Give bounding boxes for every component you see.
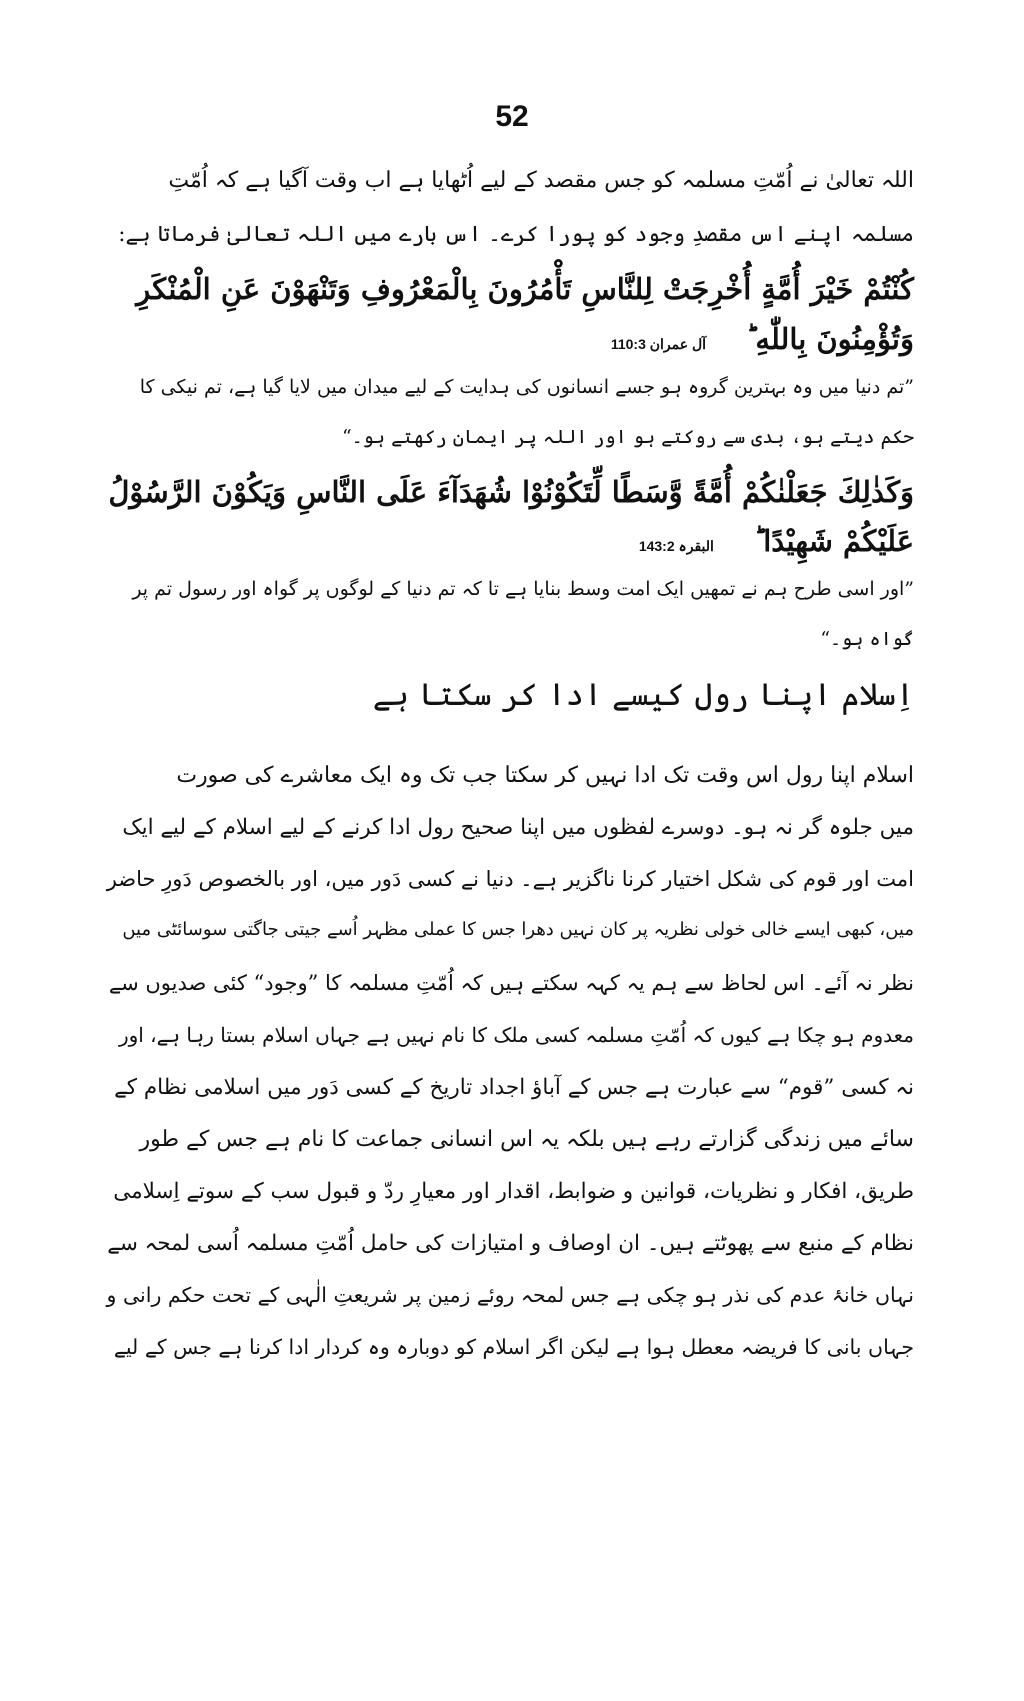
body-line: نہ کسی ”قوم“ سے عبارت ہے جس کے آباؤ اجداد تاریخ کے کسی دَور میں اسلامی نظام کے: [114, 1075, 914, 1100]
translation-line: ”اور اسی طرح ہم نے تمھیں ایک امت وسط بنایا ہے تا کہ تم دنیا کے لوگوں پر گواہ اور رسول تم پر: [132, 578, 914, 600]
body-line: نہاں خانۂ عدم کی نذر ہو چکی ہے جس لمحہ روئے زمین پر شریعتِ الٰہی کے تحت حکم رانی و: [106, 1283, 914, 1307]
body-line: سائے میں زندگی گزارتے رہے ہیں بلکہ یہ اس انسانی جماعت کا نام ہے جس کے طور: [139, 1127, 914, 1152]
body-line: اسلام اپنا رول اس وقت تک ادا نہیں کر سکتا جب تک وہ ایک معاشرے کی صورت: [176, 763, 914, 788]
section-heading: اِسلام اپنا رول کیسے ادا کر سکتا ہے: [372, 677, 914, 713]
verse-text: وَتُؤْمِنُونَ بِاللّٰهِ ؕ: [746, 322, 914, 356]
intro-line: مسلمہ اپنے اس مقصدِ وجود کو پورا کرے۔ اس بارے میں اللہ تعالیٰ فرماتا ہے:: [118, 222, 914, 247]
body-line: طریق، افکار و نظریات، قوانین و ضوابط، اقدار اور معیارِ ردّ و قبول سب کے سوتے اِسلامی: [113, 1179, 914, 1204]
verse-line: وَكَذٰلِكَ جَعَلْنٰكُمْ أُمَّةً وَّسَطًا لِّتَكُوْنُوْا شُهَدَآءَ عَلَى النَّاسِ وَيَكُوْنَ الرَّسُوْلُ: [108, 475, 914, 509]
body-line: معدوم ہو چکا ہے کیوں کہ اُمّتِ مسلمہ کسی ملک کا نام نہیں ہے جہاں اسلام بستا رہا ہے، اور: [118, 1023, 914, 1047]
intro-line: اللہ تعالیٰ نے اُمّتِ مسلمہ کو جس مقصد کے لیے اُٹھایا ہے اب وقت آگیا ہے کہ اُمّتِ: [168, 168, 914, 193]
verse-reference: آل عمران 110:3: [610, 336, 707, 352]
body-line: نظام کے منبع سے پھوٹتے ہیں۔ ان اوصاف و امتیازات کی حامل اُمّتِ مسلمہ اُسی لمحہ سے: [107, 1231, 914, 1256]
body-line: نظر نہ آئے۔ اس لحاظ سے ہم یہ کہہ سکتے ہیں کہ اُمّتِ مسلمہ کا ”وجود“ کئی صدیوں سے: [108, 971, 914, 995]
verse-line: كُنْتُمْ خَيْرَ أُمَّةٍ أُخْرِجَتْ لِلنَّاسِ تَأْمُرُونَ بِالْمَعْرُوفِ وَتَنْهَوْنَ عَنِ الْمُنْكَرِ: [136, 272, 914, 306]
page-number: 52: [495, 100, 529, 133]
body-line: میں، کبھی ایسے خالی خولی نظریہ پر کان نہیں دھرا جس کا عملی مظہر اُسے جیتی جاگتی سوسائٹی میں: [122, 919, 914, 940]
verse-reference: البقرہ 143:2: [638, 538, 714, 554]
translation-line: ”تم دنیا میں وہ بہترین گروہ ہو جسے انسانوں کی ہدایت کے لیے میدان میں لایا گیا ہے، تم نیکی کا: [139, 376, 914, 398]
body-line: جہاں بانی کا فریضہ معطل ہوا ہے لیکن اگر اسلام کو دوبارہ وہ کردار ادا کرنا ہے جس کے لیے: [113, 1335, 914, 1359]
translation-line: گواہ ہو۔“: [820, 628, 914, 650]
verse-text: عَلَيْكُمْ شَهِيْدًا ؕ: [754, 524, 914, 558]
verse-line: [105, 524, 914, 558]
body-line: میں جلوہ گر نہ ہو۔ دوسرے لفظوں میں اپنا صحیح رول ادا کرنے کے لیے اسلام کے لیے ایک: [122, 815, 914, 840]
verse-line: [105, 322, 914, 356]
body-line: امت اور قوم کی شکل اختیار کرنا ناگزیر ہے۔ دنیا نے کسی دَور میں، اور بالخصوص دَورِ حاضر: [106, 867, 914, 891]
translation-line: حکم دیتے ہو، بدی سے روکتے ہو اور اللہ پر ایمان رکھتے ہو۔“: [341, 426, 914, 448]
